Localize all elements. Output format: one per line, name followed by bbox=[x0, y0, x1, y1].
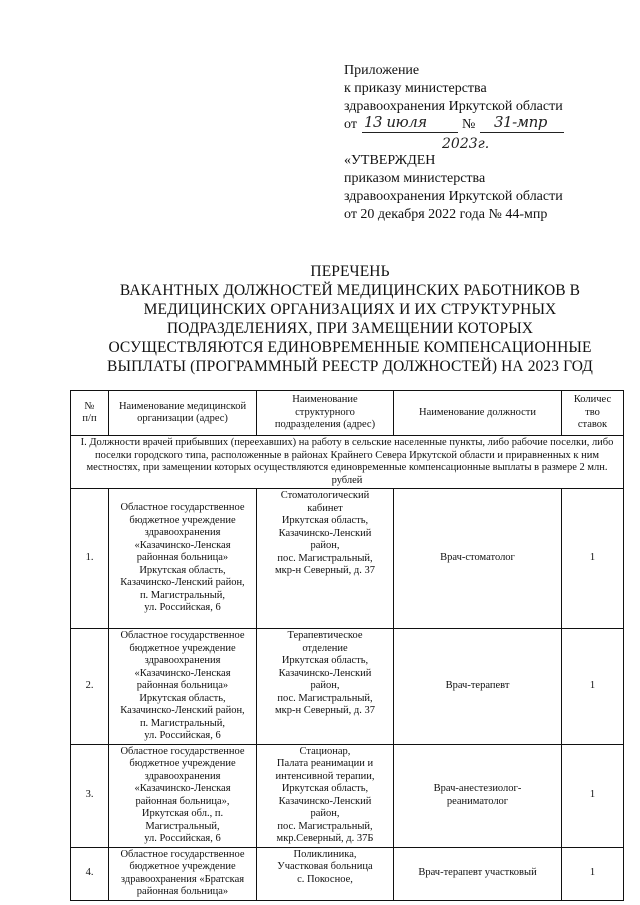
row-num: 4. bbox=[71, 847, 109, 900]
appendix-line-2: к приказу министерства bbox=[344, 81, 487, 96]
title-line-6: ВЫПЛАТЫ (ПРОГРАММНЫЙ РЕЕСТР ДОЛЖНОСТЕЙ) НА 2023 ГОД bbox=[107, 358, 593, 375]
registry-table bbox=[70, 390, 624, 901]
section-row bbox=[71, 436, 624, 489]
row-unit: Поликлиника, Участковая больница с. Покосное, bbox=[257, 847, 394, 900]
appendix-line-3: здравоохранения Иркутской области bbox=[344, 99, 563, 114]
row-organization: Областное государственное бюджетное учреждение здравоохранения «Казачинско-Ленская районная больница» Иркутская область, Казачинско-Ленский район, п. Магистральный, ул. Российская, 6 bbox=[109, 629, 257, 745]
header-unit: Наименование структурного подразделения (адрес) bbox=[257, 391, 394, 436]
title-line-1: ПЕРЕЧЕНЬ bbox=[310, 263, 390, 280]
row-organization: Областное государственное бюджетное учреждение здравоохранения «Казачинско-Ленская районная больница» Иркутская область, Казачинско-Ленский район, п. Магистральный, ул. Российская, 6 bbox=[109, 489, 257, 629]
row-count: 1 bbox=[562, 847, 624, 900]
header-count: Количес тво ставок bbox=[562, 391, 624, 436]
row-count: 1 bbox=[562, 744, 624, 847]
row-num: 1. bbox=[71, 489, 109, 629]
appendix-block bbox=[344, 62, 634, 152]
row-position: Врач-стоматолог bbox=[394, 489, 562, 629]
table-header-row bbox=[71, 391, 624, 436]
row-num: 2. bbox=[71, 629, 109, 745]
appendix-line-1: Приложение bbox=[344, 63, 420, 78]
title-line-2: ВАКАНТНЫХ ДОЛЖНОСТЕЙ МЕДИЦИНСКИХ РАБОТНИКОВ В bbox=[119, 282, 581, 299]
header-position: Наименование должности bbox=[394, 391, 562, 436]
approved-line-3: здравоохранения Иркутской области bbox=[344, 189, 563, 204]
header-num: № п/п bbox=[71, 391, 109, 436]
title-line-3: МЕДИЦИНСКИХ ОРГАНИЗАЦИЯХ И ИХ СТРУКТУРНЫХ bbox=[143, 301, 557, 318]
title-line-5: ОСУЩЕСТВЛЯЮТСЯ ЕДИНОВРЕМЕННЫЕ КОМПЕНСАЦИОННЫЕ bbox=[108, 339, 592, 356]
approved-line-4: от 20 декабря 2022 года № 44-мпр bbox=[344, 207, 548, 222]
order-prefix: от bbox=[344, 117, 357, 132]
row-position: Врач-анестезиолог- реаниматолог bbox=[394, 744, 562, 847]
appendix-order-line bbox=[344, 113, 634, 152]
header-organization: Наименование медицинской организации (адрес) bbox=[109, 391, 257, 436]
row-count: 1 bbox=[562, 489, 624, 629]
document-title bbox=[60, 262, 640, 376]
row-organization: Областное государственное бюджетное учреждение здравоохранения «Казачинско-Ленская районная больница», Иркутская обл., п. Магистральный, ул. Российская, 6 bbox=[109, 744, 257, 847]
approved-line-2: приказом министерства bbox=[344, 171, 486, 186]
handwritten-year: 2023г. bbox=[442, 136, 490, 152]
row-count: 1 bbox=[562, 629, 624, 745]
handwritten-number: 31-мпр bbox=[494, 113, 547, 131]
section-heading: I. Должности врачей прибывших (переехавших) на работу в сельские населенные пункты, либо рабочие поселки, либо поселки городского типа, расположенные в районах Крайнего Севера Иркутской области и приравненных к ним местностях, при замещении которых осуществляются единовременные компенсационные выплаты в размере 2 млн. рублей bbox=[71, 436, 624, 489]
number-underline bbox=[480, 132, 564, 133]
table-row bbox=[71, 847, 624, 900]
table-row bbox=[71, 489, 624, 629]
row-unit: Терапевтическое отделение Иркутская область, Казачинско-Ленский район, пос. Магистральный, мкр-н Северный, д. 37 bbox=[257, 629, 394, 745]
row-organization: Областное государственное бюджетное учреждение здравоохранения «Братская районная больница» bbox=[109, 847, 257, 900]
handwritten-date: 13 июля bbox=[364, 113, 427, 131]
row-position: Врач-терапевт участковый bbox=[394, 847, 562, 900]
row-num: 3. bbox=[71, 744, 109, 847]
approved-block bbox=[344, 152, 634, 224]
row-unit: Стоматологический кабинет Иркутская область, Казачинско-Ленский район, пос. Магистральный, мкр-н Северный, д. 37 bbox=[257, 489, 394, 629]
approved-line-1: «УТВЕРЖДЕН bbox=[344, 153, 436, 168]
number-sign: № bbox=[462, 117, 476, 132]
date-underline bbox=[362, 132, 458, 133]
title-line-4: ПОДРАЗДЕЛЕНИЯХ, ПРИ ЗАМЕЩЕНИИ КОТОРЫХ bbox=[166, 320, 534, 337]
row-position: Врач-терапевт bbox=[394, 629, 562, 745]
row-unit: Стационар, Палата реанимации и интенсивной терапии, Иркутская область, Казачинско-Ленский район, пос. Магистральный, мкр.Северный, д. 37Б bbox=[257, 744, 394, 847]
table-row bbox=[71, 744, 624, 847]
table-row bbox=[71, 629, 624, 745]
